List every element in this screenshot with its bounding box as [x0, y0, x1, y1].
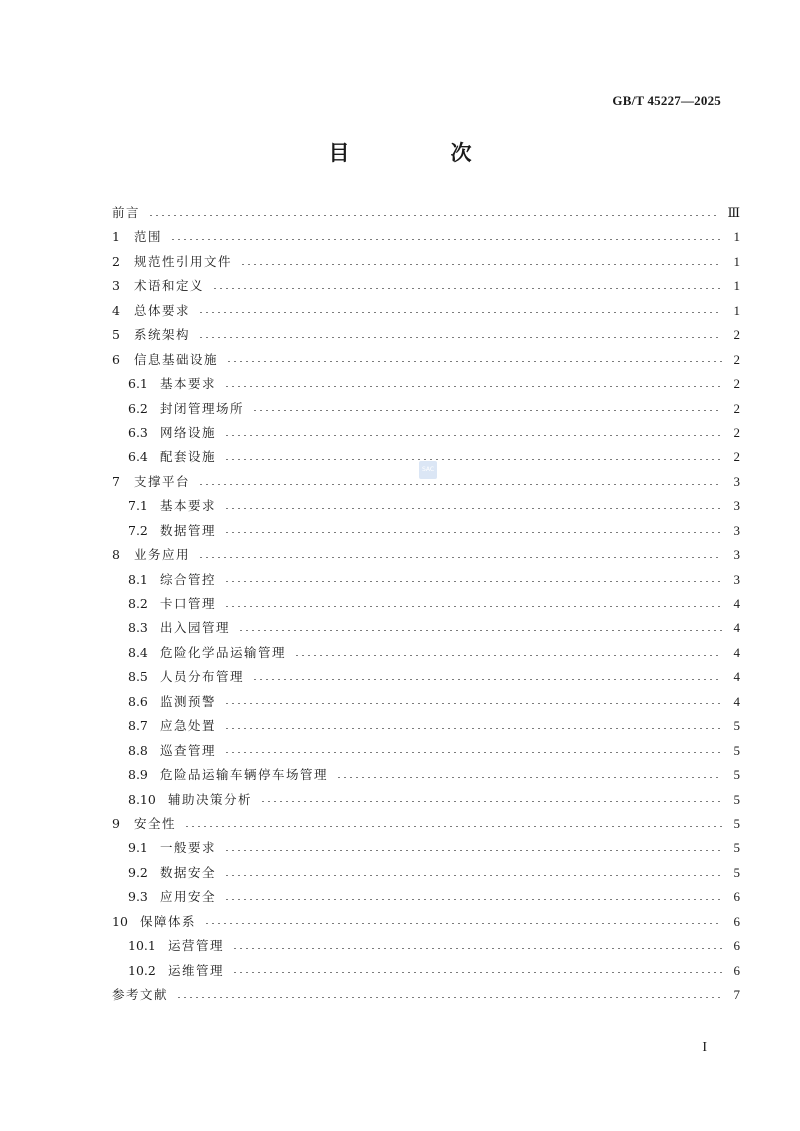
toc-entry-label: 系统架构 [134, 327, 191, 343]
toc-entry-label: 网络设施 [160, 424, 217, 440]
toc-entry-number: 9.1 [128, 840, 148, 856]
toc-entry-number: 8.2 [128, 596, 148, 611]
toc-entry[interactable] [112, 299, 740, 323]
toc-entry-page: 5 [733, 718, 740, 734]
toc-leader-dots [224, 606, 722, 607]
toc-leader-dots [224, 850, 722, 851]
toc-entry[interactable] [112, 348, 740, 372]
toc-entry-label: 保障体系 [140, 913, 197, 929]
toc-entry[interactable] [112, 494, 740, 518]
toc-entry[interactable] [112, 568, 740, 592]
toc-entry-page: 7 [733, 987, 740, 1002]
toc-leader-dots [198, 557, 722, 558]
toc-leader-dots [224, 899, 722, 900]
toc-entry[interactable] [112, 690, 740, 714]
toc-entry[interactable] [112, 934, 740, 958]
toc-entry-number: 10.2 [128, 962, 156, 978]
toc-entry-number: 6.1 [128, 376, 148, 392]
toc-entry-page: 5 [733, 791, 740, 807]
sac-watermark-logo: SAC [419, 461, 437, 479]
toc-entry-label: 运维管理 [168, 962, 225, 978]
toc-entry-label: 规范性引用文件 [134, 253, 233, 269]
toc-entry-number: 5 [112, 327, 120, 343]
toc-entry-number: 8.8 [128, 742, 148, 758]
toc-entry-page: 5 [733, 864, 740, 880]
toc-entry[interactable] [112, 910, 740, 934]
toc-entry-label: 术语和定义 [134, 278, 205, 294]
toc-leader-dots [240, 264, 722, 265]
toc-entry-number: 8.10 [128, 791, 156, 807]
toc-entry-page: 1 [733, 302, 740, 318]
toc-leader-dots [232, 948, 722, 949]
toc-entry-page: 1 [733, 278, 740, 294]
toc-entry-number: 2 [112, 253, 120, 269]
toc-entry[interactable] [112, 250, 740, 274]
toc-entry-label: 应急处置 [160, 718, 217, 734]
toc-entry-number: 8.4 [128, 644, 148, 660]
toc-entry-label: 辅助决策分析 [168, 791, 253, 807]
toc-entry-label: 危险化学品运输管理 [160, 644, 287, 660]
toc-entry[interactable] [112, 714, 740, 738]
toc-entry-page: Ⅲ [727, 205, 740, 220]
toc-entry-page: 5 [733, 742, 740, 758]
toc-entry-number: 8.3 [128, 620, 148, 636]
toc-leader-dots [198, 484, 722, 485]
toc-entry-page: 6 [733, 938, 740, 954]
toc-entry-label: 监测预警 [160, 693, 217, 709]
toc-entry-number: 6.2 [128, 400, 148, 416]
toc-leader-dots [148, 215, 719, 216]
toc-leader-dots [260, 801, 722, 802]
toc-leader-dots [224, 508, 722, 509]
toc-leader-dots [224, 728, 722, 729]
toc-entry[interactable] [112, 788, 740, 812]
page-number: I [702, 1040, 707, 1055]
toc-entry-label: 参考文献 [112, 987, 169, 1002]
toc-entry-number: 6.3 [128, 424, 148, 440]
toc-entry-label: 卡口管理 [160, 596, 217, 611]
toc-entry[interactable] [112, 372, 740, 396]
toc-entry-number: 7 [112, 473, 120, 489]
toc-leader-dots [224, 386, 722, 387]
toc-leader-dots [224, 532, 722, 533]
toc-entry-label: 范围 [134, 229, 163, 245]
toc-entry-number: 8 [112, 547, 120, 563]
toc-entry-label: 一般要求 [160, 840, 217, 856]
toc-entry[interactable] [112, 763, 740, 787]
toc-leader-dots [198, 337, 722, 338]
toc-entry[interactable] [112, 519, 740, 543]
toc-leader-dots [224, 581, 722, 582]
toc-entry-label: 综合管控 [160, 571, 217, 587]
toc-entry[interactable] [112, 739, 740, 763]
toc-entry-page: 6 [733, 913, 740, 929]
toc-entry-label: 安全性 [134, 815, 177, 831]
toc-entry-page: 5 [733, 815, 740, 831]
toc-leader-dots [176, 997, 722, 998]
toc-entry-page: 6 [733, 889, 740, 905]
standard-code: GB/T 45227—2025 [612, 93, 721, 108]
toc-entry-label: 数据管理 [160, 522, 217, 538]
toc-entry[interactable] [112, 616, 740, 640]
toc-entry-page: 4 [733, 644, 740, 660]
toc-entry-label: 数据安全 [160, 864, 217, 880]
toc-leader-dots [226, 361, 722, 362]
toc-entry[interactable] [112, 861, 740, 885]
toc-entry-page: 1 [733, 229, 740, 245]
toc-entry[interactable] [112, 885, 740, 909]
toc-entry-page: 1 [733, 253, 740, 269]
toc-entry-page: 2 [733, 400, 740, 416]
toc-entry-number: 9.2 [128, 864, 148, 880]
toc-entry[interactable] [112, 836, 740, 860]
toc-leader-dots [224, 703, 722, 704]
toc-leader-dots [224, 875, 722, 876]
toc-entry-label: 巡查管理 [160, 742, 217, 758]
toc-entry-page: 3 [733, 571, 740, 587]
toc-entry[interactable] [112, 812, 740, 836]
toc-entry-label: 应用安全 [160, 889, 217, 905]
toc-entry-label: 总体要求 [134, 302, 191, 318]
toc-entry[interactable] [112, 421, 740, 445]
toc-entry[interactable] [112, 665, 740, 689]
toc-entry-page: 4 [733, 669, 740, 685]
toc-entry-page: 3 [733, 473, 740, 489]
toc-entry-page: 4 [733, 620, 740, 636]
toc-entry[interactable] [112, 274, 740, 298]
toc-leader-dots [212, 288, 722, 289]
toc-entry-page: 3 [733, 522, 740, 538]
toc-leader-dots [170, 239, 722, 240]
toc-entry-page: 6 [733, 962, 740, 978]
toc-entry-page: 2 [733, 327, 740, 343]
toc-entry[interactable] [112, 225, 740, 249]
toc-leader-dots [232, 972, 722, 973]
toc-entry-label: 支撑平台 [134, 473, 191, 489]
toc-entry-page: 2 [733, 376, 740, 392]
toc-entry-page: 2 [733, 351, 740, 367]
toc-entry[interactable] [112, 641, 740, 665]
toc-entry-page: 2 [733, 424, 740, 440]
toc-leader-dots [238, 630, 722, 631]
toc-entry[interactable] [112, 592, 740, 616]
toc-entry[interactable] [112, 323, 740, 347]
toc-entry-label: 信息基础设施 [134, 351, 219, 367]
toc-entry-page: 2 [733, 449, 740, 465]
toc-entry-number: 6.4 [128, 449, 148, 465]
toc-entry-label: 出入园管理 [160, 620, 231, 636]
toc-entry-page: 5 [733, 767, 740, 783]
toc-entry-number: 8.9 [128, 767, 148, 783]
toc-leader-dots [198, 312, 722, 313]
page-title: 目 次 [328, 141, 512, 165]
toc-entry-number: 10 [112, 913, 128, 929]
toc-leader-dots [252, 410, 722, 411]
toc-entry[interactable] [112, 397, 740, 421]
toc-entry-label: 封闭管理场所 [160, 400, 245, 416]
toc-entry-number: 9 [112, 815, 120, 831]
toc-entry[interactable] [112, 983, 740, 1007]
toc-leader-dots [336, 777, 722, 778]
toc-entry-number: 8.5 [128, 669, 148, 685]
toc-entry-number: 8.7 [128, 718, 148, 734]
toc-entry-number: 8.6 [128, 693, 148, 709]
toc-leader-dots [204, 923, 722, 924]
toc-entry[interactable] [112, 543, 740, 567]
toc-leader-dots [184, 826, 722, 827]
toc-entry-label: 基本要求 [160, 376, 217, 392]
toc-entry-page: 3 [733, 547, 740, 563]
toc-entry-number: 10.1 [128, 938, 156, 954]
toc-entry-page: 5 [733, 840, 740, 856]
toc-leader-dots [224, 435, 722, 436]
toc-entry-label: 业务应用 [134, 547, 191, 563]
toc-entry-number: 3 [112, 278, 120, 294]
toc-entry-number: 7.1 [128, 498, 148, 514]
toc-entry-page: 3 [733, 498, 740, 514]
toc-entry-page: 4 [733, 693, 740, 709]
toc-entry-label: 前言 [112, 205, 141, 220]
toc-leader-dots [294, 655, 722, 656]
toc-entry-number: 1 [112, 229, 120, 245]
toc-entry-number: 6 [112, 351, 120, 367]
toc-leader-dots [224, 459, 722, 460]
toc-entry-number: 9.3 [128, 889, 148, 905]
toc-entry[interactable] [112, 201, 740, 225]
toc-entry-label: 基本要求 [160, 498, 217, 514]
toc-leader-dots [252, 679, 722, 680]
toc-entry-number: 4 [112, 302, 120, 318]
toc-entry-label: 人员分布管理 [160, 669, 245, 685]
toc-entry-label: 运营管理 [168, 938, 225, 954]
toc-entry-number: 8.1 [128, 571, 148, 587]
toc-leader-dots [224, 752, 722, 753]
toc-entry-label: 危险品运输车辆停车场管理 [160, 767, 329, 783]
toc-entry-page: 4 [733, 596, 740, 611]
toc-entry-number: 7.2 [128, 522, 148, 538]
table-of-contents [112, 201, 740, 1007]
toc-entry-label: 配套设施 [160, 449, 217, 465]
toc-entry[interactable] [112, 959, 740, 983]
